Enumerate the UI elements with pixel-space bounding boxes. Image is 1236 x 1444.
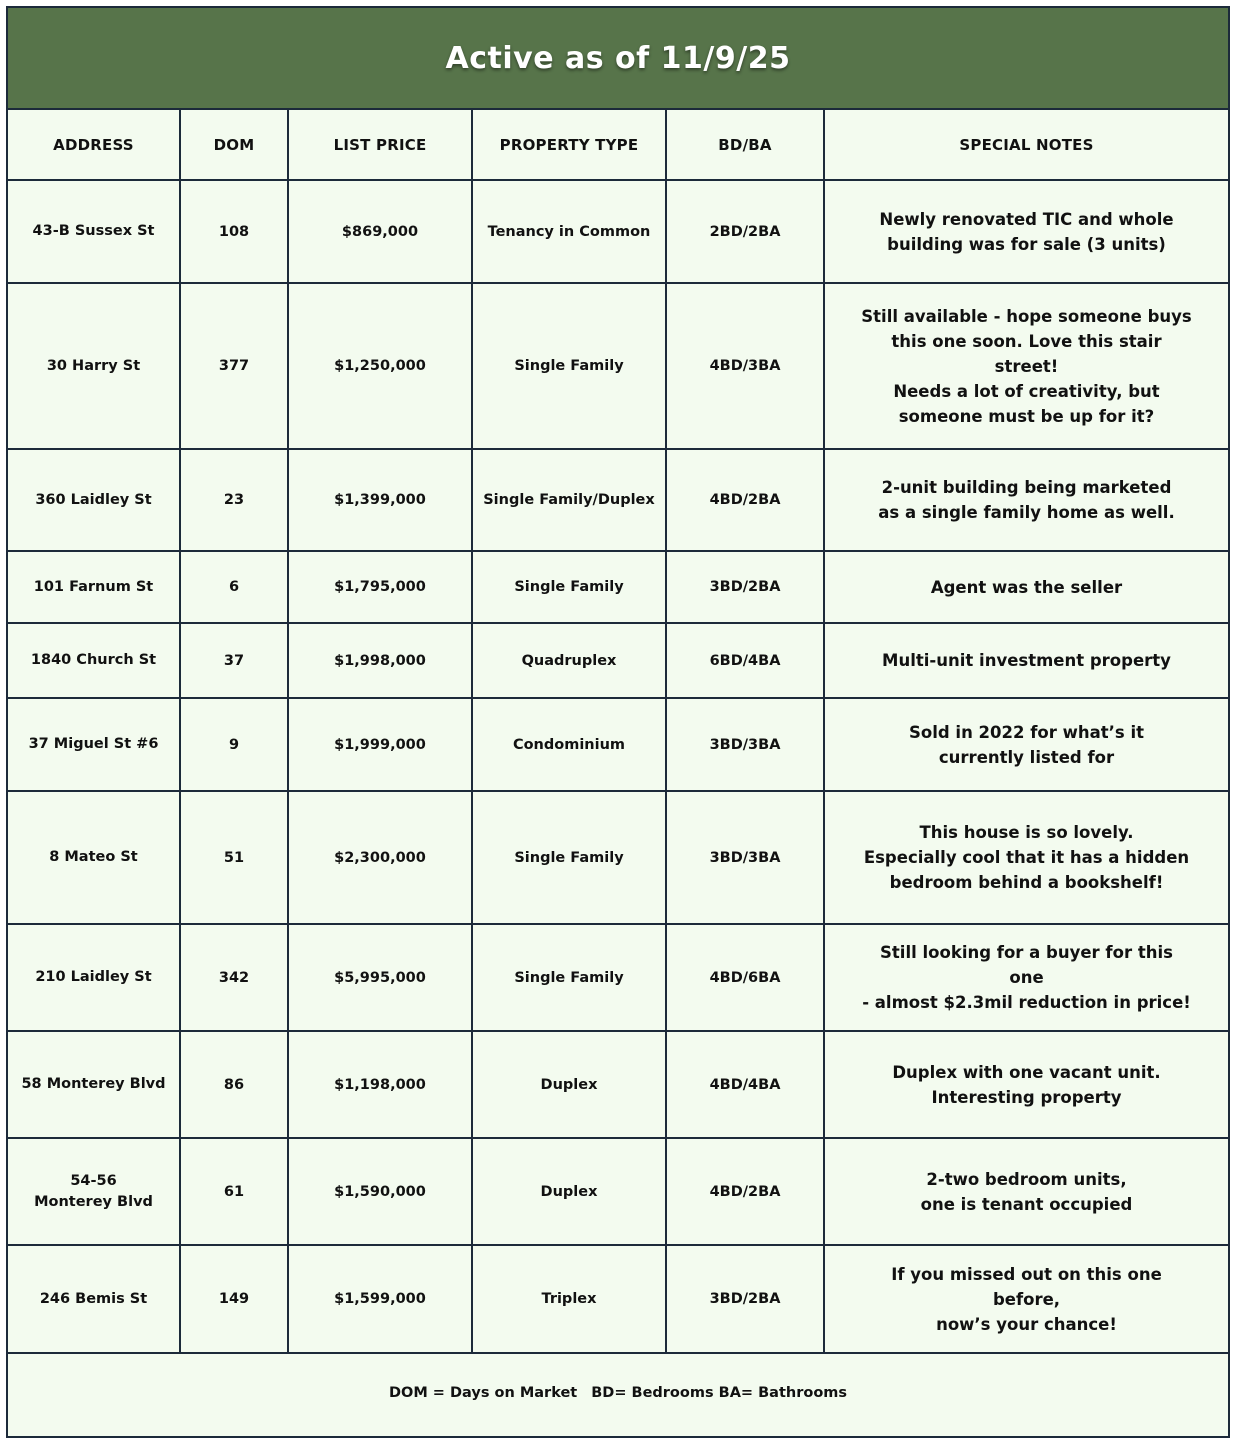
cell-bdba: 3BD/2BA [666,551,824,623]
cell-address: 210 Laidley St [8,924,180,1031]
cell-property-type: Tenancy in Common [472,180,666,283]
cell-address: 8 Mateo St [8,791,180,924]
cell-property-type: Single Family [472,791,666,924]
cell-property-type: Duplex [472,1138,666,1245]
cell-notes: Still looking for a buyer for this one - almost $2.3mil reduction in price! [824,924,1228,1031]
cell-dom: 51 [180,791,288,924]
col-header-special-notes: SPECIAL NOTES [824,110,1228,180]
cell-bdba: 6BD/4BA [666,623,824,698]
cell-bdba: 4BD/4BA [666,1031,824,1138]
cell-price: $1,399,000 [288,449,472,551]
cell-address: 1840 Church St [8,623,180,698]
cell-bdba: 3BD/2BA [666,1245,824,1353]
dom-legend: DOM = Days on Market [388,1384,578,1401]
cell-dom: 37 [180,623,288,698]
listings-sheet [6,6,1230,1438]
cell-property-type: Single Family [472,283,666,449]
cell-address: 101 Farnum St [8,551,180,623]
cell-property-type: Duplex [472,1031,666,1138]
cell-bdba: 4BD/6BA [666,924,824,1031]
cell-price: $1,599,000 [288,1245,472,1353]
col-header-bdba: BD/BA [666,110,824,180]
cell-notes: Duplex with one vacant unit. Interesting property [824,1031,1228,1138]
cell-dom: 86 [180,1031,288,1138]
cell-bdba: 4BD/3BA [666,283,824,449]
cell-address: 246 Bemis St [8,1245,180,1353]
cell-dom: 23 [180,449,288,551]
cell-property-type: Triplex [472,1245,666,1353]
table-row [8,449,1228,551]
header-row [8,110,1228,180]
cell-property-type: Single Family [472,924,666,1031]
cell-address: 54-56 Monterey Blvd [8,1138,180,1245]
title-bar [8,8,1228,110]
cell-dom: 108 [180,180,288,283]
cell-property-type: Quadruplex [472,623,666,698]
cell-notes: Multi-unit investment property [824,623,1228,698]
cell-notes: If you missed out on this one before, now’s your chance! [824,1245,1228,1353]
table-row [8,551,1228,623]
cell-price: $1,999,000 [288,698,472,791]
cell-dom: 61 [180,1138,288,1245]
col-header-address: ADDRESS [8,110,180,180]
cell-property-type: Condominium [472,698,666,791]
cell-price: $1,998,000 [288,623,472,698]
cell-price: $1,590,000 [288,1138,472,1245]
cell-bdba: 3BD/3BA [666,698,824,791]
cell-bdba: 4BD/2BA [666,449,824,551]
table-row [8,1138,1228,1245]
table-row [8,180,1228,283]
cell-notes: This house is so lovely. Especially cool that it has a hidden bedroom behind a bookshelf! [824,791,1228,924]
cell-notes: Sold in 2022 for what’s it currently listed for [824,698,1228,791]
cell-address: 58 Monterey Blvd [8,1031,180,1138]
listings-table [8,110,1228,1354]
cell-address: 37 Miguel St #6 [8,698,180,791]
col-header-property-type: PROPERTY TYPE [472,110,666,180]
cell-price: $1,795,000 [288,551,472,623]
cell-bdba: 2BD/2BA [666,180,824,283]
cell-bdba: 3BD/3BA [666,791,824,924]
cell-notes: 2-unit building being marketed as a single family home as well. [824,449,1228,551]
col-header-dom: DOM [180,110,288,180]
table-row [8,283,1228,449]
cell-property-type: Single Family/Duplex [472,449,666,551]
cell-price: $1,250,000 [288,283,472,449]
table-row [8,1245,1228,1353]
col-header-list-price: LIST PRICE [288,110,472,180]
cell-property-type: Single Family [472,551,666,623]
cell-dom: 342 [180,924,288,1031]
cell-price: $1,198,000 [288,1031,472,1138]
cell-dom: 377 [180,283,288,449]
cell-notes: Still available - hope someone buys this one soon. Love this stair street! Needs a lot of creativity, but someone must be up for it? [824,283,1228,449]
cell-address: 30 Harry St [8,283,180,449]
table-row [8,791,1228,924]
legend-footer [8,1349,1228,1436]
cell-price: $2,300,000 [288,791,472,924]
table-row [8,1031,1228,1138]
table-row [8,698,1228,791]
cell-price: $869,000 [288,180,472,283]
cell-notes: Newly renovated TIC and whole building was for sale (3 units) [824,180,1228,283]
table-row [8,924,1228,1031]
cell-dom: 6 [180,551,288,623]
cell-bdba: 4BD/2BA [666,1138,824,1245]
cell-notes: Agent was the seller [824,551,1228,623]
cell-dom: 149 [180,1245,288,1353]
bdba-legend: BD= Bedrooms BA= Bathrooms [591,1384,848,1401]
cell-price: $5,995,000 [288,924,472,1031]
cell-address: 360 Laidley St [8,449,180,551]
cell-address: 43-B Sussex St [8,180,180,283]
cell-notes: 2-two bedroom units, one is tenant occupied [824,1138,1228,1245]
table-row [8,623,1228,698]
cell-dom: 9 [180,698,288,791]
page-title: Active as of 11/9/25 [445,40,791,76]
